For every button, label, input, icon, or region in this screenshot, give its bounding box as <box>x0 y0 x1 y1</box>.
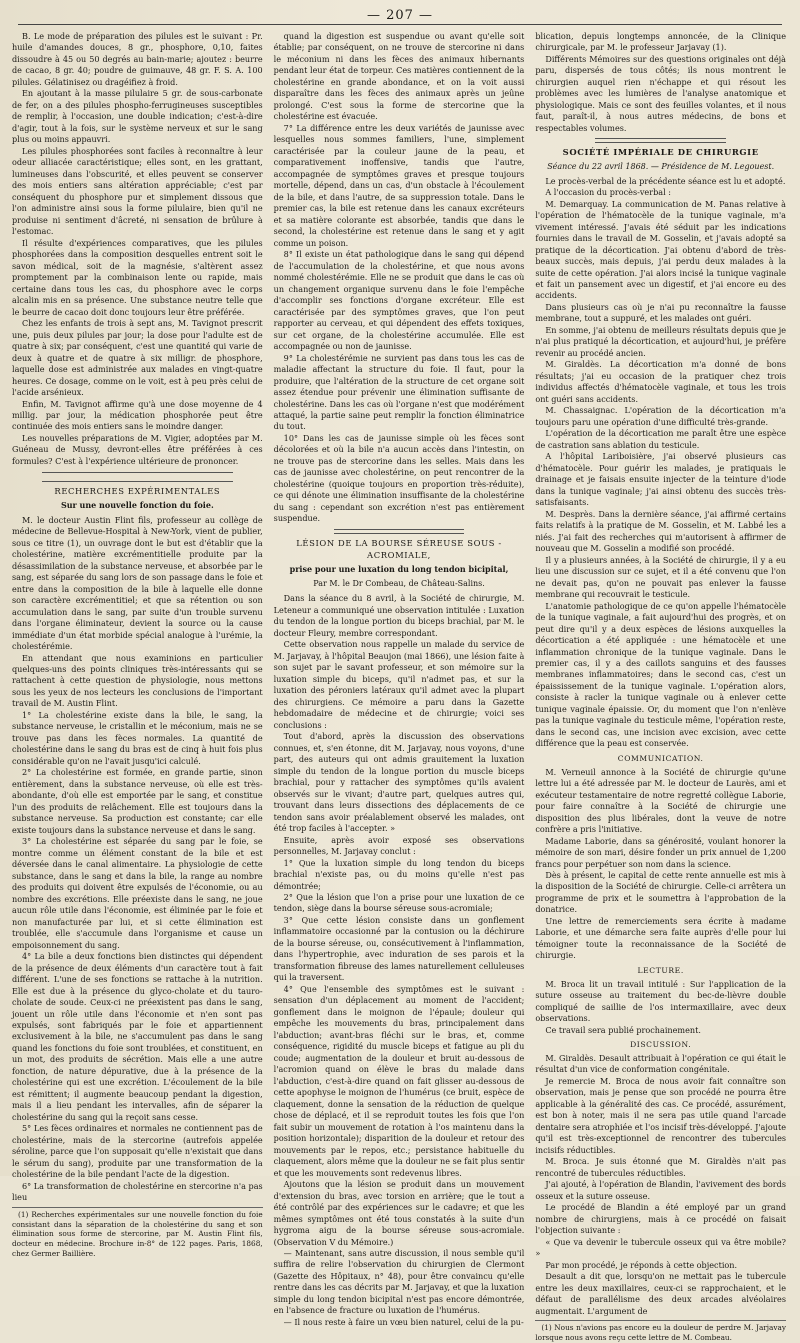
paragraph: 2° Que la lésion que l'on a prise pour une luxation de ce tendon, siège dans la bourse séreuse sous-acromiale; <box>273 891 525 914</box>
paragraph: A l'occasion du procès-verbal : <box>545 187 671 198</box>
paragraph: B. Le mode de préparation des pilules est le suivant : Pr. huile d'amandes douces, 8 gr., phosphore, 0,10, faites dissoudre à 45 ou 50 degrés au bain-marie; ajoutez : beurre de cacao, 8 gr. 40; poudre de guimauve, 48 gr. F. S. A. 100 pilules. Gélatinisez ou dragéifiez à froid. <box>12 31 263 87</box>
paragraph: Madame Laborie, dans sa générosité, voulant honorer la mémoire de son mari, désire fonder un prix annuel de 1,200 francs pour perpétuer son nom dans la science. <box>535 835 787 869</box>
section-divider <box>595 138 726 143</box>
paragraph: Différents Mémoires sur des questions originales ont déjà paru, dispersés de tous côtés; ils nous montrent le chirurgien auquel rien n'échappe et qui résout les problèmes avec les lumières de l'analyse anatomique et physiologique. Mais ce sont des feuilles volantes, et il nous faut, paraît-il, à nous autres médecins, de bons et respectables volumes. <box>535 53 787 133</box>
column-3 <box>535 31 787 1342</box>
paragraph: Dès à présent, le capital de cette rente annuelle est mis à la disposition de la Société de chirurgie. Celle-ci arrêtera un programme de prix et le soumettra à l'approbation de la donatrice. <box>535 870 787 915</box>
section-divider <box>334 529 465 534</box>
paragraph: M. Giraldès. La décortication m'a donné de bons résultats; j'ai eu occasion de la pratiquer chez trois individus affectés d'hématocèle vaginale, et tous les trois ont guéri sans accidents. <box>535 359 787 404</box>
paragraph: Ce travail sera publié prochainement. <box>545 1024 701 1035</box>
paragraph: Dans la séance du 8 avril, à la Société de chirurgie, M. Leteneur a communiqué une observation intitulée : Luxation du tendon de la longue portion du biceps brachial, par M. le docteur Fleury, membre correspondant. <box>273 593 525 638</box>
paragraph: — Il nous reste à faire un vœu bien naturel, celui de la pu- <box>283 1316 524 1327</box>
paragraph: Une lettre de remerciements sera écrite à madame Laborie, et une démarche sera faite auprès d'elle pour lui témoigner toute la reconnaissance de la Société de chirurgie. <box>535 915 787 961</box>
footnote <box>535 1320 786 1343</box>
byline: Par M. le Dr Combeau, de Château-Salins. <box>313 579 485 589</box>
paragraph: J'ai ajouté, à l'opération de Blandin, l'avivement des bords osseux et la suture osseuse. <box>535 1179 787 1201</box>
paragraph: Chez les enfants de trois à sept ans, M. Tavignot prescrit une, puis deux pilules par jour; la dose pour l'adulte est de quatre à six; par conséquent, c'est une quantité qui varie de deux à quatre et de quatre à six milligr. de phosphore, laquelle dose est administrée aux malades en vingt-quatre heures. Ce dosage, comme on le voit, est à peu près celui de l'acide arsénieux. <box>12 318 263 398</box>
paragraph: Cette observation nous rappelle un malade du service de M. Jarjavay, à l'hôpital Beaujon (mai 1866), une lésion faite à son sujet par le savant professeur, et son mémoire sur la luxation simple du biceps, qu'il n'admet pas, et sur la luxation des péroniers latéraux qu'il admet avec la plupart des chirurgiens. Ce mémoire a paru dans la Gazette hebdomadaire de médecine et de chirurgie; voici ses conclusions : <box>273 639 525 730</box>
paragraph: Enfin, M. Tavignot affirme qu'à une dose moyenne de 4 millig. par jour, la médication phosphorée peut être continuée des mois entiers sans le moindre danger. <box>12 398 263 432</box>
paragraph: En attendant que nous examinions en particulier quelques-uns des points cliniques très-intéressants qui se rattachent à cette question de physiologie, nous mettons sous les yeux de nos lecteurs les conclusions de l'important travail de M. Austin Flint. <box>12 652 263 709</box>
footnote-text: (1) Recherches expérimentales sur une nouvelle fonction du foie consistant dans la séparation de la cholestérine du sang et son élimination sous forme de stercorine, par M. Austin Flint fils, docteur en médecine. Brochure in-8° de 122 pages. Paris, 1868, chez Germer Baillière. <box>12 1209 263 1259</box>
paragraph: M. Desprès. Dans la dernière séance, j'ai affirmé certains faits relatifs à la pratique de M. Gosselin, et M. Labbé les a niés. J'ai fait des recherches qui m'autorisent à affirmer de nouveau que M. Gosselin a modifié son procédé. <box>535 508 787 554</box>
page-number: — 207 — <box>366 7 434 23</box>
paragraph: L'anatomie pathologique de ce qu'on appelle l'hématocèle de la tunique vaginale, a fait aujourd'hui des progrès, et on peut dire qu'il y a deux espèces de lésions auxquelles la décortication a été appliquée : une hématocèle et une inflammation chronique de la tunique vaginale. Dans le premier cas, il y a des caillots sanguins et des fausses membranes inflammatoires; dans le second cas, c'est un épaississement de la tunique vaginale. L'opération alors, consiste à racler la tunique vaginale ou à enlever cette tunique vaginale épaissie. Or, du moment que l'on n'enlève pas la tunique vaginale du testicule même, l'opération reste, dans le second cas, une incision avec excision, avec cette différence que la peau est conservée. <box>535 600 787 749</box>
paragraph: 3° Que cette lésion consiste dans un gonflement inflammatoire occasionné par la contusion ou la déchirure de la bourse séreuse, ou, consécutivement à l'inflammation, dans l'hypertrophie, avec induration de ses parois et la transformation fibreuse des lames naturellement celluleuses qui la traversent. <box>273 914 525 983</box>
paragraph: 4° Que l'ensemble des symptômes est le suivant : sensation d'un déplacement au moment de l'accident; gonflement dans le moignon de l'épaule; douleur qui empêche les mouvements du bras, principalement dans l'abduction; avant-bras fléchi sur le bras, et, comme conséquence, rigidité du muscle biceps et fatigue au pli du coude; augmentation de la douleur et bruit au-dessous de l'acromion quand on élève le bras du malade dans l'abduction, c'est-à-dire quand on fait glisser au-dessous de cette apophyse le moignon de l'humérus (ce bruit, espèce de claquement, donne la sensation de la réduction de quelque chose de déplacé, et il se reproduit toutes les fois que l'on fait subir un mouvement de rotation à l'os maintenu dans la position horizontale); disparition de la douleur et retour des mouvements par le repos, etc.; persistance habituelle du claquement, alors même que la douleur ne se fait plus sentir et que les mouvements sont redevenus libres. <box>273 983 525 1178</box>
paragraph: Par mon procédé, je réponds à cette objection. <box>545 1259 738 1270</box>
footnote <box>12 1207 263 1259</box>
subsection-title: LECTURE. <box>637 965 684 975</box>
section-title: LÉSION DE LA BOURSE SÉREUSE SOUS - ACROMIALE, <box>296 537 502 560</box>
section-divider <box>42 472 233 482</box>
meeting-line: Séance du 22 avril 1868. — Présidence de M. Legouest. <box>547 162 775 172</box>
paragraph: Il y a plusieurs années, à la Société de chirurgie, il y a eu lieu une discussion sur ce sujet, et il a été convenu que l'on ne devait pas, qu'on ne pouvait pas enlever la fausse membrane qui recouvrait le testicule. <box>535 554 787 600</box>
paragraph: quand la digestion est suspendue ou avant qu'elle soit établie; par conséquent, on ne trouve de stercorine ni dans le méconium ni dans les fèces des animaux hibernants pendant leur état de torpeur. Ces matières contiennent de la cholestérine en grande abondance, et on la voit aussi disparaître dans les fèces des animaux après un jeûne prolongé. C'est sous la forme de stercorine que la cholestérine est évacuée. <box>273 31 525 122</box>
paragraph: Ajoutons que la lésion se produit dans un mouvement d'extension du bras, avec torsion en arrière; que le tout a été contrôlé par des expériences sur le cadavre; et que les mêmes symptômes ont été tous constatés à la suite d'un hygroma aigu de la bourse séreuse sous-acromiale. (Observation V du Mémoire.) <box>273 1179 525 1247</box>
paragraph: M. le docteur Austin Flint fils, professeur au collège de médecine de Bellevue-Hospital à New-York, vient de publier, sous ce titre (1), un ouvrage dont le but est d'établir que la cholestérine, matière excrémentitielle produite par la désassimilation de la substance nerveuse, et absorbée par le sang, est séparée du sang lors de son passage dans le foie et entre dans la composition de la bile à laquelle elle donne son caractère excrémentitiel; et que sa rétention ou son accumulation dans le sang, par suite d'un trouble survenu dans l'organe éliminateur, devient la source ou la cause immédiate d'un état morbide spécial analogue à l'urémie, la cholestérémie. <box>12 514 263 652</box>
paragraph: Dans plusieurs cas où je n'ai pu reconnaître la fausse membrane, tout a suppuré, et les malades ont guéri. <box>535 301 787 324</box>
paragraph: Il résulte d'expériences comparatives, que les pilules phosphorées dans la composition desquelles entrent soit le savon médical, soit de la magnésie, s'altèrent assez promptement par la combinaison lente ou rapide, mais certaine dans tous les cas, du phosphore avec le corps alcalin mis en sa présence. Une substance neutre telle que le beurre de cacao doit donc toujours leur être préférée. <box>12 237 263 317</box>
paragraph: 8° Il existe un état pathologique dans le sang qui dépend de l'accumulation de la cholestérine, et que nous avons nommé cholestérémie. Elle ne se produit que dans le cas où un changement organique survenu dans le foie l'empêche d'accomplir ses fonctions d'organe excréteur. Elle est caractérisée par des symptômes graves, que l'on peut rapporter au cerveau, et qui dépendent des effets toxiques, sur cet organe, de la cholestérine accumulée. Elle est accompagnée ou non de jaunisse. <box>273 249 525 352</box>
subsection-title: COMMUNICATION. <box>617 753 704 763</box>
paragraph: 9° La cholestérémie ne survient pas dans tous les cas de maladie affectant la structure du foie. Il faut, pour la produire, que l'altération de la structure de cet organe soit assez étendue pour prévenir une élimination suffisante de cholestérine. Dans les cas où l'organe n'est que modérément attaqué, la partie saine peut remplir la fonction éliminatrice du tout. <box>273 352 525 432</box>
paragraph: Tout d'abord, après la discussion des observations connues, et, s'en étonne, dit M. Jarjavay, nous voyons, d'une part, des auteurs qui ont admis grauitement la luxation simple du tendon de la longue portion du muscle biceps brachial, pour y rattacher des symptômes qu'ils avaient observés sur le vivant; d'autre part, quelques autres qui, trouvant dans leurs dissections des déplacements de ce tendon sans avoir préalablement observé les malades, ont été trop faciles à l'accepter. » <box>273 731 525 834</box>
paragraph: Desault a dit que, lorsqu'on ne mettait pas le tubercule entre les deux maxillaires, ceux-ci se rapprochaient, et le défaut de parallélisme des deux arcades alvéolaires augmentait. L'argument de <box>535 1271 787 1316</box>
column-2 <box>273 31 525 1327</box>
paragraph: En somme, j'ai obtenu de meilleurs résultats depuis que je n'ai plus pratiqué la décortication, et aujourd'hui, je préfère revenir au procédé ancien. <box>535 324 787 358</box>
paragraph: 4° La bile a deux fonctions bien distinctes qui dépendent de la présence de deux éléments d'un caractère tout à fait différent. L'une de ses fonctions se rattache à la nutrition. Elle est due à la présence du glyco-cholate et du tauro-cholate de soude. Ceux-ci ne préexistent pas dans le sang, jouent un rôle utile dans l'économie et n'en sont pas expulsés, sont fabriqués par le foie et appartiennent exclusivement à la bile, ne s'accumulent pas dans le sang quand les fonctions du foie sont troublées, et constituent, en un mot, des produits de sécrétion. Mais elle a une autre fonction, de nature dépurative, due à la présence de la cholestérine qui est une excrétion. L'écoulement de la bile est rémittent; il augmente beaucoup pendant la digestion, mais il a lieu pendant les intervalles, afin de séparer la cholestérine du sang qui la reçoit sans cesse. <box>12 951 263 1122</box>
columns <box>12 31 787 1342</box>
footnote-text: (1) Nous n'avions pas encore eu la douleur de perdre M. Jarjavay lorsque nous avons reçu cette lettre de M. Combeau. <box>535 1323 787 1342</box>
paragraph: A l'hôpital Lariboisière, j'ai observé plusieurs cas d'hématocèle. Pour guérir les malades, je pratiquais le drainage et je faisais ensuite injecter de la teinture d'iode dans la tunique vaginale; j'ai ainsi obtenu des succès très-satisfaisants. <box>535 451 787 508</box>
paragraph: 3° La cholestérine est séparée du sang par le foie, se montre comme un élément constant de la bile et est déversée dans le canal alimentaire. La physiologie de cette substance, dans le sang et dans la bile, la range au nombre des produits qui doivent être expulsés de l'économie, ou au nombre des excrétions. Elle préexiste dans le sang, ne joue aucun rôle utile dans l'économie, est éliminée par le foie et non manufacturée par lui, et si cette élimination est troublée, elle s'accumule dans l'organisme et cause un empoisonnement du sang. <box>12 836 263 950</box>
paragraph: Les nouvelles préparations de M. Vigier, adoptées par M. Guéneau de Mussy, devront-elles être préférées à ces formules? C'est à l'expérience ultérieure de prononcer. <box>12 432 263 466</box>
paragraph: — Maintenant, sans autre discussion, il nous semble qu'il suffira de relire l'observation du chirurgien de Clermont (Gazette des Hôpitaux, n° 48), pour être convaincu qu'elle rentre dans les cas décrits par M. Jarjavay, et que la luxation simple du long tendon bicipital n'est pas encore démontrée, en l'absence de fracture ou luxation de l'humérus. <box>273 1248 525 1316</box>
paragraph: Le procédé de Blandin a été employé par un grand nombre de chirurgiens, mais à ce procédé on faisait l'objection suivante : <box>535 1202 787 1236</box>
paragraph: Le procès-verbal de la précédente séance est lu et adopté. <box>545 175 786 186</box>
paragraph: Ensuite, après avoir exposé ses observations personnelles, M. Jarjavay conclut : <box>273 834 525 857</box>
page-header <box>18 6 782 25</box>
paragraph: 10° Dans les cas de jaunisse simple où les fèces sont décolorées et où la bile n'a aucun accès dans l'intestin, on ne trouve pas de stercorine dans les selles. Mais dans les cas de jaunisse avec cholestérine, on peut rencontrer de la cholestérine (quoique toujours en proportion très-réduite), ce qui dénote une élimination insuffisante de la cholestérine du sang : cependant son excrétion n'est pas entièrement suspendue. <box>273 432 525 524</box>
paragraph: M. Verneuil annonce à la Société de chirurgie qu'une lettre lui a été adressée par M. le docteur de Laurès, ami et exécuteur testamentaire de notre regretté collègue Laborie, pour faire connaître à la Société de chirurgie une disposition des plus libérales, dont la veuve de notre confrère a pris l'initiative. <box>535 766 787 835</box>
section-title: RECHERCHES EXPÉRIMENTALES <box>54 486 221 497</box>
paragraph: M. Demarquay. La communication de M. Panas relative à l'opération de l'hématocèle de la tunique vaginale, m'a vivement intéressé. J'avais été séduit par les indications fournies dans le travail de M. Gosselin, et j'avais adopté sa pratique de la décortication. J'ai obtenu d'abord de très-beaux succès, mais depuis, j'ai perdu deux malades à la suite de cette opération. J'ai alors incisé la tunique vaginale et fait un pansement avec un digestif, et j'ai encore eu des accidents. <box>535 198 787 301</box>
paragraph: 2° La cholestérine est formée, en grande partie, sinon entièrement, dans la substance nerveuse, où elle est très-abondante, d'où elle est emportée par le sang, et constitue l'un des produits de relâchement. Elle est toujours dans la substance nerveuse. Sa production est constante; car elle existe toujours dans la substance nerveuse et dans le sang. <box>12 767 263 835</box>
paragraph: 7° La différence entre les deux variétés de jaunisse avec lesquelles nous sommes familiers, l'une, simplement caractérisée par la couleur jaune de la peau, et comparativement inoffensive, tandis que l'autre, accompagnée de symptômes graves et presque toujours mortelle, dépend, dans un cas, d'un obstacle à l'écoulement de la bile, et dans l'autre, de sa suppression totale. Dans le premier cas, la bile est retenue dans les canaux excréteurs et sa matière colorante est absorbée, tandis que dans le second, la cholestérine est retenue dans le sang et y agit comme un poison. <box>273 122 525 248</box>
paragraph: 6° La transformation de cholestérine en stercorine n'a pas lieu <box>12 1180 263 1203</box>
paragraph: blication, depuis longtemps annoncée, de la Clinique chirurgicale, par M. le professeur Jarjavay (1). <box>535 31 787 53</box>
paragraph: L'opération de la décortication me paraît être une espèce de castration sans ablation du testicule. <box>535 428 787 450</box>
paragraph: 1° Que la luxation simple du long tendon du biceps brachial n'existe pas, ou du moins qu'elle n'est pas démontrée; <box>273 857 525 891</box>
paragraph: M. Chassaignac. L'opération de la décortication m'a toujours paru une opération d'une difficulté très-grande. <box>535 405 787 427</box>
paragraph: Je remercie M. Broca de nous avoir fait connaître son observation, mais je pense que son procédé ne pourra être applicable à la généralité des cas. Ce procédé, assurément, est bon à noter, mais il ne sera pas utile quand l'arcade dentaire sera atrophiée et l'os incisif très-développé. J'ajoute qu'il est très-exceptionnel de rencontrer des tubercules incisifs réductibles. <box>535 1075 787 1155</box>
paragraph: « Que va devenir le tubercule osseux qui va être mobile? » <box>535 1236 787 1259</box>
paragraph: 5° Les fèces ordinaires et normales ne contiennent pas de cholestérine, mais de la stercorine (autrefois appelée séroline, parce que l'on supposait qu'elle n'existait que dans le sérum du sang), produite par une transformation de la cholestérine de la bile pendant l'acte de la digestion. <box>12 1123 263 1180</box>
paragraph: En ajoutant à la masse pilulaire 5 gr. de sous-carbonate de fer, on a des pilules phospho-ferrugineuses susceptibles de remplir, à l'occasion, une double indication; c'est-à-dire d'agir, tout à la fois, sur le système nerveux et sur le sang plus ou moins appauvri. <box>12 88 263 145</box>
section-title: SOCIÉTÉ IMPÉRIALE DE CHIRURGIE <box>562 147 759 158</box>
paragraph: M. Broca lit un travail intitulé : Sur l'application de la suture osseuse au traitement du bec-de-lièvre double compliqué de saillie de l'os intermaxillaire, avec deux observations. <box>535 978 787 1024</box>
paragraph: 1° La cholestérine existe dans la bile, le sang, la substance nerveuse, le cristallin et le méconium, mais ne se trouve pas dans les fèces normales. La quantité de cholestérine dans le sang du bras est de cinq à huit fois plus considérable qu'on ne l'avait jusqu'ici calculé. <box>12 709 263 766</box>
paragraph: Les pilules phosphorées sont faciles à reconnaître à leur odeur alliacée caractéristique; elles sont, en les grattant, lumineuses dans l'obscurité, et elles peuvent se conserver des mois entiers sans altération appréciable; c'est par conséquent du phosphore pur et simplement dissous que l'on administre ainsi sous la forme pilulaire, bien qu'il ne produise ni sentiment d'âcreté, ni sensation de brûlure à l'estomac. <box>12 145 263 237</box>
section-subtitle: prise pour une luxation du long tendon bicipital, <box>289 563 509 574</box>
subsection-title: DISCUSSION. <box>630 1040 692 1050</box>
column-1 <box>12 31 263 1259</box>
paragraph: M. Giraldès. Desault attribuait à l'opération ce qui était le résultat d'un vice de conformation congénitale. <box>535 1052 787 1075</box>
paragraph: M. Broca. Je suis étonné que M. Giraldès n'ait pas rencontré de tubercules réductibles. <box>535 1156 787 1178</box>
section-subtitle: Sur une nouvelle fonction du foie. <box>60 500 214 511</box>
